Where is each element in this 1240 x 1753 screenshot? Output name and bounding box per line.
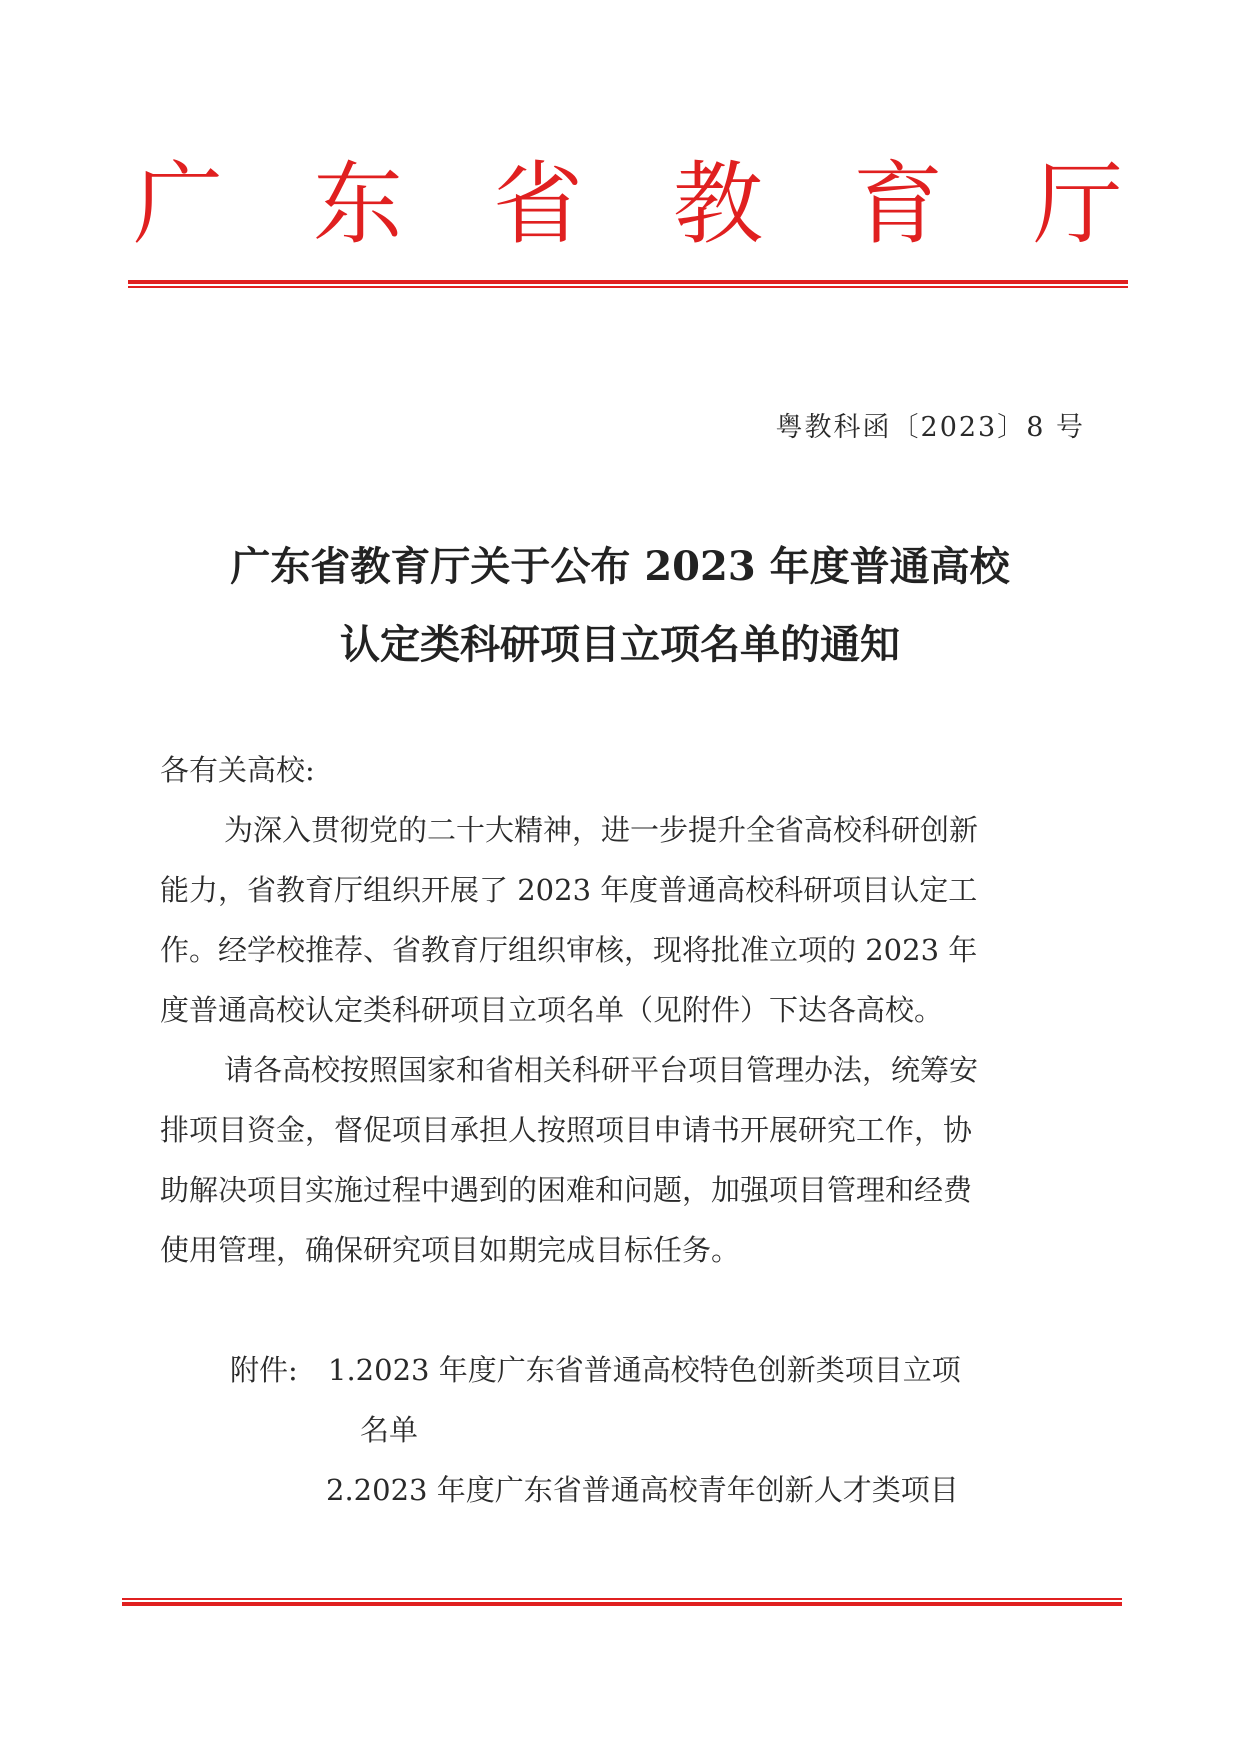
agency-char: 育 bbox=[853, 152, 943, 257]
document-title-line: 广东省教育厅关于公布 2023 年度普通高校 bbox=[230, 543, 1010, 590]
attachments-label: 附件: bbox=[230, 1353, 298, 1387]
header-red-rule bbox=[128, 280, 1128, 288]
agency-char: 厅 bbox=[1033, 152, 1123, 257]
paragraph-line: 助解决项目实施过程中遇到的困难和问题，加强项目管理和经费 bbox=[160, 1173, 973, 1207]
paragraph-line: 度普通高校认定类科研项目立项名单（见附件）下达各高校。 bbox=[160, 993, 944, 1027]
paragraph-line: 使用管理，确保研究项目如期完成目标任务。 bbox=[160, 1233, 741, 1267]
paragraph-line: 作。经学校推荐、省教育厅组织审核，现将批准立项的 2023 年 bbox=[160, 933, 978, 967]
footer-red-rule bbox=[122, 1598, 1122, 1606]
paragraph-line: 为深入贯彻党的二十大精神，进一步提升全省高校科研创新 bbox=[224, 813, 979, 847]
attachment-item-text: 1.2023 年度广东省普通高校特色创新类项目立项 bbox=[328, 1353, 961, 1387]
agency-char: 东 bbox=[313, 152, 403, 257]
paragraph-line: 请各高校按照国家和省相关科研平台项目管理办法，统筹安 bbox=[224, 1053, 979, 1087]
agency-char: 教 bbox=[673, 152, 763, 257]
paragraph-1 bbox=[160, 800, 1080, 1040]
agency-header-title bbox=[128, 150, 1128, 260]
paragraph-line: 能力，省教育厅组织开展了 2023 年度普通高校科研项目认定工 bbox=[160, 873, 978, 907]
attachment-item-text: 2.2023 年度广东省普通高校青年创新人才类项目 bbox=[326, 1473, 959, 1507]
attachment-item bbox=[230, 1340, 961, 1400]
paragraph-2 bbox=[160, 1040, 1080, 1280]
agency-char: 广 bbox=[133, 152, 223, 257]
agency-char: 省 bbox=[493, 152, 583, 257]
attachments-list bbox=[230, 1340, 961, 1520]
salutation: 各有关高校: bbox=[160, 753, 315, 787]
document-number: 粤教科函〔2023〕8 号 bbox=[775, 412, 1085, 443]
paragraph-line: 排项目资金，督促项目承担人按照项目申请书开展研究工作，协 bbox=[160, 1113, 973, 1147]
document-title-line: 认定类科研项目立项名单的通知 bbox=[340, 621, 900, 668]
document-title bbox=[140, 528, 1100, 684]
attachment-item-continuation: 名单 bbox=[360, 1413, 419, 1447]
